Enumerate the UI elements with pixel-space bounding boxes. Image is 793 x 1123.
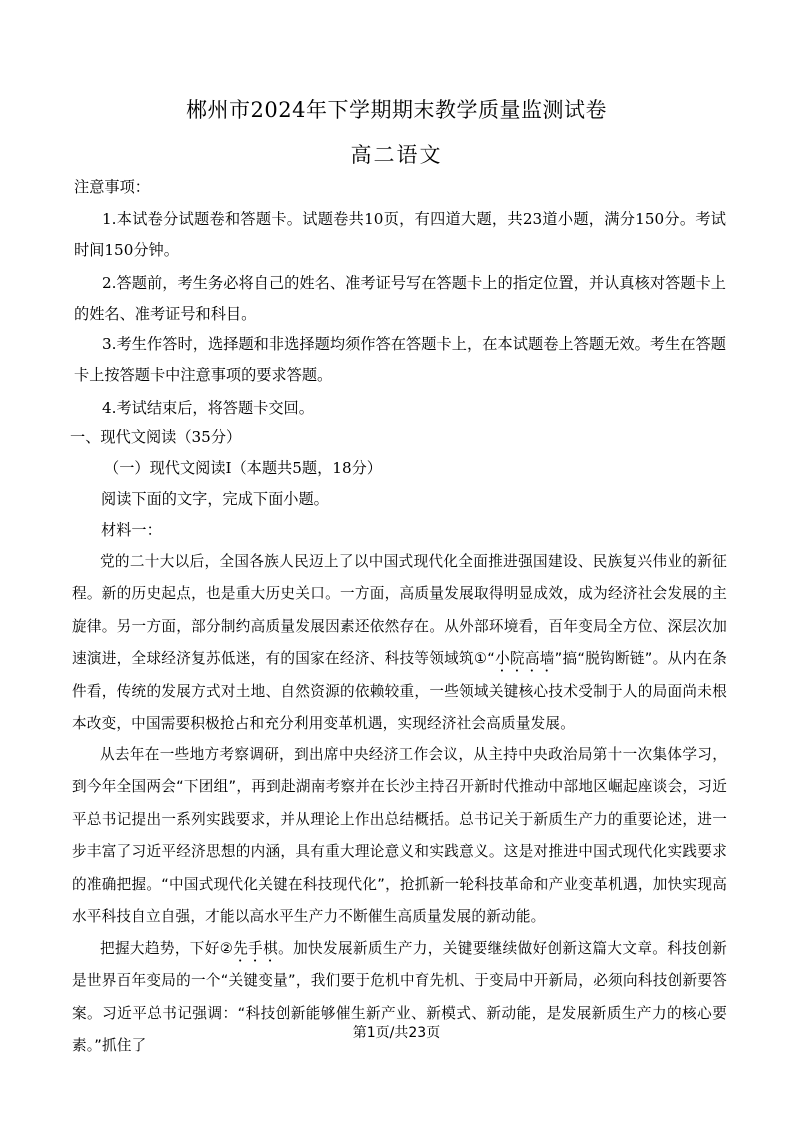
notice-item-1: 1.本试卷分试题卷和答题卡。试题卷共10页，有四道大题，共23道小题，满分150分。考试时间150分钟。 [74, 210, 726, 260]
section-title: 一、现代文阅读（35分） [70, 428, 242, 446]
passage-text: ”搞“脱钩断链”。从内在条件看，传统的发展方式对土地、自然资源的依赖较重，一些领域关键核心技术受制于人的局面尚未根本改变，中国需要积极抢占和充分利用变革机遇，实现经济社会高质量发展。 [72, 650, 727, 733]
passage-paragraph-1 [72, 546, 727, 740]
subsection-title: （一）现代文阅读Ⅰ（本题共5题，18分） [104, 459, 382, 477]
passage-paragraph-3 [72, 933, 727, 1063]
emphasized-term: 小院高墙 [495, 650, 555, 668]
notice-item-4: 4.考试结束后，将答题卡交回。 [102, 399, 314, 417]
notice-heading: 注意事项： [74, 178, 150, 196]
notice-item-3: 3.考生作答时，选择题和非选择题均须作答在答题卡上，在本试题卷上答题无效。考生在答题卡上按答题卡中注意事项的要求答题。 [74, 335, 726, 385]
passage-text: 党的二十大以后，全国各族人民迈上了以中国式现代化全面推进强国建设、民族复兴伟业的新征程。新的历史起点，也是重大历史关口。一方面，高质量发展取得明显成效，成为经济社会发展的主旋律。另一方面，部分制约高质量发展因素还依然存在。从外部环境看，百年变局全方位、深层次加速演进，全球经济复苏低迷，有的国家在经济、科技等领域筑①“ [72, 553, 727, 668]
exam-subject: 高二语文 [350, 143, 443, 167]
page-number: 第1页/共23页 [352, 1025, 441, 1041]
passage-paragraph-2: 从去年在一些地方考察调研，到出席中央经济工作会议，从主持中央政治局第十一次集体学习，到今年全国两会“下团组”，再到赴湖南考察并在长沙主持召开新时代推动中部地区崛起座谈会，习近平总书记提出一系列实践要求，并从理论上作出总结概括。总书记关于新质生产力的重要论述，进一步丰富了习近平经济思想的内涵，具有重大理论意义和实践意义。这是对推进中国式现代化实践要求的准确把握。“中国式现代化关键在科技现代化”，抢抓新一轮科技革命和产业变革机遇，加快实现高水平科技自立自强，才能以高水平生产力不断催生高质量发展的新动能。 [72, 746, 727, 926]
notice-item-2: 2.答题前，考生务必将自己的姓名、准考证号写在答题卡上的指定位置，并认真核对答题卡上的姓名、准考证号和科目。 [74, 274, 726, 324]
passage-text: 把握大趋势，下好② [100, 940, 234, 957]
reading-instruction: 阅读下面的文字，完成下面小题。 [101, 490, 329, 508]
passage-text: 。加快发展新质生产力，关键要继续做好创新这篇大文章。科技创新是世界百年变局的一个“关键变量”，我们要于危机中育先机、于变局中开新局，必须向科技创新要答案。习近平总书记强调：“科技创新能够催生新产业、新模式、新动能，是发展新质生产力的核心要素。”抓住了 [72, 940, 727, 1055]
emphasized-term: 先手棋 [233, 940, 279, 957]
exam-title: 郴州市2024年下学期期末教学质量监测试卷 [186, 98, 607, 122]
material-label: 材料一： [101, 521, 162, 539]
